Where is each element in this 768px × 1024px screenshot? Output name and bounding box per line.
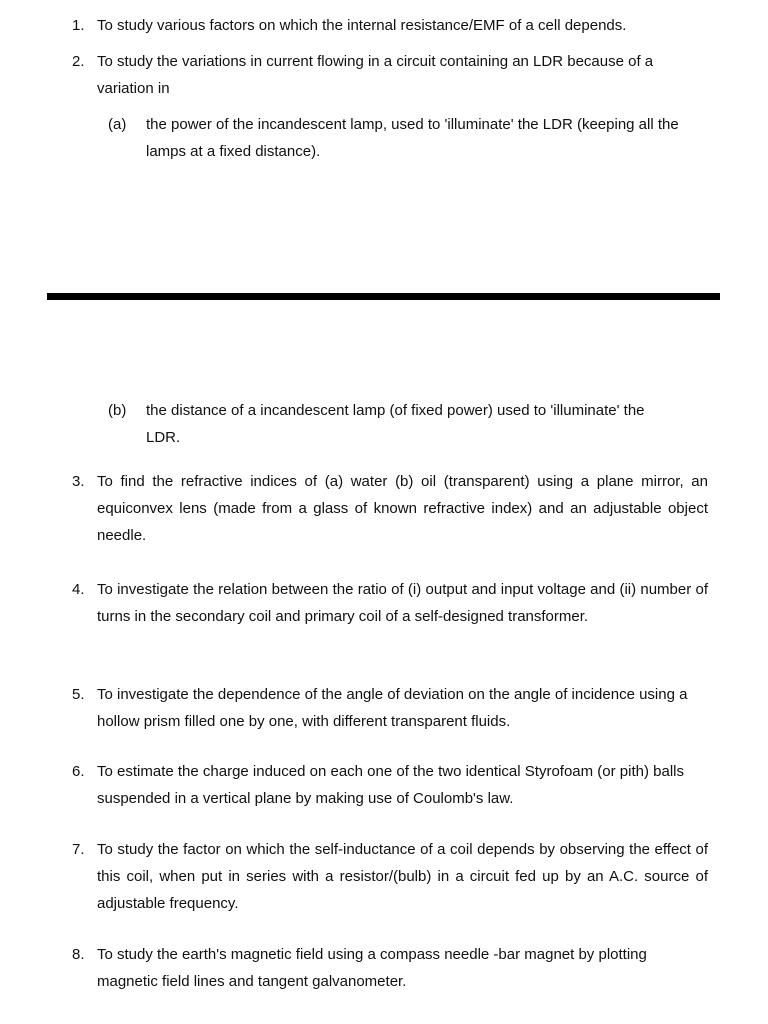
item-text: To find the refractive indices of (a) water (b) oil (transparent) using a plane mirror, an equiconvex lens (made from a glass of known refractive index) and an adjustable object needle. [97, 473, 708, 544]
item-number: 2. [72, 53, 85, 70]
item-number: 3. [72, 473, 85, 490]
item-text: To study various factors on which the internal resistance/EMF of a cell depends. [97, 17, 627, 34]
item-text: To investigate the relation between the ratio of (i) output and input voltage and (ii) number of turns in the secondary coil and primary coil of a self-designed transformer. [97, 581, 708, 625]
item-number: 8. [72, 946, 85, 963]
item-text: To investigate the dependence of the angle of deviation on the angle of incidence using a hollow prism filled one by one, with different transparent fluids. [97, 686, 688, 730]
page-divider [47, 293, 720, 300]
item-number: 4. [72, 581, 85, 598]
item-number: 7. [72, 841, 85, 858]
subitem-label: (b) [108, 402, 127, 419]
item-number: 6. [72, 763, 85, 780]
item-text: To study the earth's magnetic field using a compass needle -bar magnet by plotting magnetic field lines and tangent galvanometer. [97, 946, 647, 990]
item-text: To estimate the charge induced on each one of the two identical Styrofoam (or pith) balls suspended in a vertical plane by making use of Coulomb's law. [97, 763, 684, 807]
subitem-text: the power of the incandescent lamp, used to 'illuminate' the LDR (keeping all the lamps at a fixed distance). [146, 116, 679, 160]
item-text: To study the variations in current flowing in a circuit containing an LDR because of a variation in [97, 53, 654, 97]
item-number: 5. [72, 686, 85, 703]
subitem-label: (a) [108, 116, 127, 133]
subitem-text: the distance of a incandescent lamp (of fixed power) used to 'illuminate' the LDR. [146, 402, 645, 446]
item-number: 1. [72, 17, 85, 34]
item-text: To study the factor on which the self-inductance of a coil depends by observing the effect of this coil, when put in series with a resistor/(bulb) in a circuit fed up by an A.C. source of adjustable frequency. [97, 841, 708, 912]
